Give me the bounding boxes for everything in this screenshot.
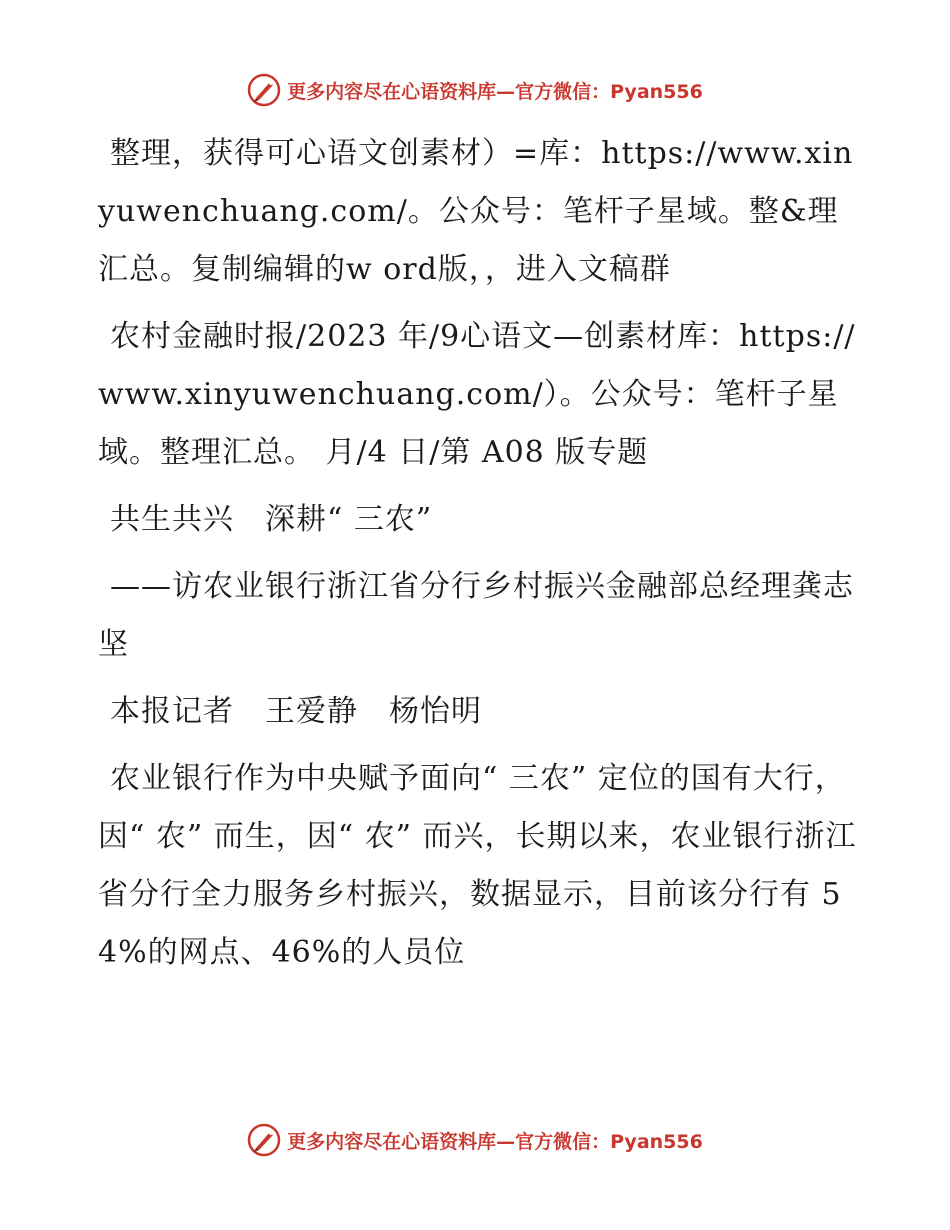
article-paragraph: 农业银行作为中央赋予面向“ 三农” 定位的国有大行，因“ 农” 而生，因“ 农” 而兴，长期以来，农业银行浙江省分行全力服务乡村振兴，数据显示，目前该分行有 54%的网点、46%的人员位 xyxy=(98,761,857,970)
banner-text: 更多内容尽在心语资料库—官方微信：Pyan556 xyxy=(287,1130,703,1153)
article-subtitle: ——访农业银行浙江省分行乡村振兴金融部总经理龚志坚 xyxy=(98,569,854,662)
paragraph-source-note-1: 整理，获得可心语文创素材）=库：https://www.xinyuwenchuang.com/。公众号：笔杆子星域。整&理汇总。复制编辑的w ord版，，进入文稿群 xyxy=(98,136,854,287)
article-byline: 本报记者 王爱静 杨怡明 xyxy=(110,694,482,729)
header-watermark-banner xyxy=(0,70,950,110)
document-body xyxy=(98,125,858,982)
article-title: 共生共兴 深耕“ 三农” xyxy=(110,502,433,537)
paragraph-source-note-2: 农村金融时报/2023 年/9心语文—创素材库：https://www.xinyuwenchuang.com/）。公众号：笔杆子星域。整理汇总。 月/4 日/第 A08 版专题 xyxy=(98,319,856,470)
banner-text: 更多内容尽在心语资料库—官方微信：Pyan556 xyxy=(287,80,703,103)
quill-logo-icon xyxy=(247,1123,281,1157)
footer-watermark-banner xyxy=(0,1120,950,1160)
quill-logo-icon xyxy=(247,73,281,107)
